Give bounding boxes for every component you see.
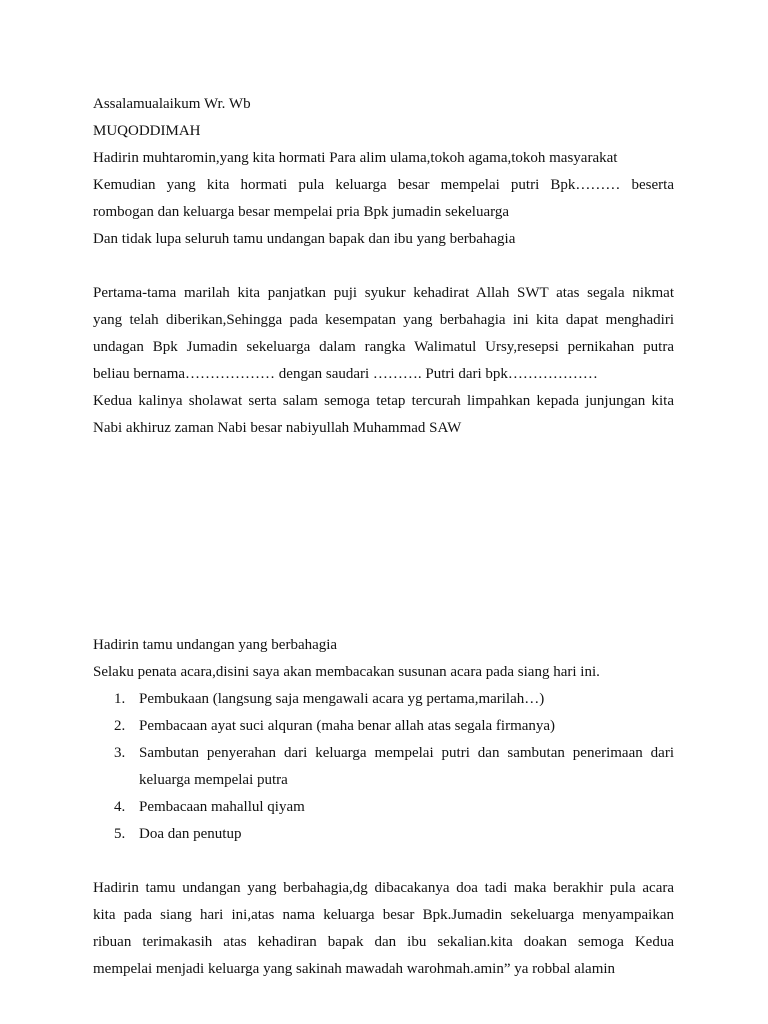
paragraph-line: kita pada siang hari ini,atas nama keluarga besar Bpk.Jumadin sekeluarga menyampaikan: [93, 907, 674, 923]
agenda-number: 1.: [114, 691, 126, 707]
agenda-text: Doa dan penutup: [139, 826, 242, 842]
paragraph-line: Pertama-tama marilah kita panjatkan puji syukur kehadirat Allah SWT atas segala nikmat: [93, 285, 674, 301]
agenda-item: [93, 713, 674, 740]
blank-line: [93, 848, 674, 875]
paragraph-line: beliau bernama……………… dengan saudari ………. Putri dari bpk………………: [93, 366, 598, 382]
paragraph-line: ribuan terimakasih atas kehadiran bapak dan ibu sekalian.kita doakan semoga Kedua: [93, 934, 674, 950]
paragraph-line: Hadirin tamu undangan yang berbahagia: [93, 637, 338, 653]
agenda-list: [93, 686, 674, 848]
paragraph-line: Hadirin muhtaromin,yang kita hormati Para alim ulama,tokoh agama,tokoh masyarakat: [93, 150, 618, 166]
agenda-number: 3.: [114, 745, 126, 761]
paragraph-agenda-intro: [93, 632, 674, 686]
agenda-item: [93, 794, 674, 821]
agenda-text: Pembacaan mahallul qiyam: [139, 799, 305, 815]
paragraph-opening: [93, 145, 674, 253]
paragraph-line: Selaku penata acara,disini saya akan membacakan susunan acara pada siang hari ini.: [93, 664, 600, 680]
vertical-spacing: [93, 442, 674, 632]
paragraph-line: Kedua kalinya sholawat serta salam semoga tetap tercurah limpahkan kepada junjungan kita: [93, 393, 674, 409]
paragraph-line: Kemudian yang kita hormati pula keluarga besar mempelai putri Bpk……… beserta: [93, 177, 674, 193]
paragraph-line: undagan Bpk Jumadin sekeluarga dalam rangka Walimatul Ursy,resepsi pernikahan putra: [93, 339, 674, 355]
paragraph-gratitude: [93, 280, 674, 442]
agenda-text: keluarga mempelai putra: [139, 772, 288, 788]
greeting: Assalamualaikum Wr. Wb: [93, 96, 251, 112]
paragraph-line: rombogan dan keluarga besar mempelai pria Bpk jumadin sekeluarga: [93, 204, 509, 220]
agenda-text: Pembacaan ayat suci alquran (maha benar allah atas segala firmanya): [139, 718, 556, 734]
paragraph-closing: [93, 875, 674, 983]
agenda-number: 5.: [114, 826, 126, 842]
agenda-item: [93, 686, 674, 713]
agenda-item: [93, 821, 674, 848]
blank-line: [93, 253, 674, 280]
agenda-number: 2.: [114, 718, 126, 734]
agenda-text: Pembukaan (langsung saja mengawali acara yg pertama,marilah…): [139, 691, 545, 707]
agenda-number: 4.: [114, 799, 126, 815]
agenda-text: Sambutan penyerahan dari keluarga mempelai putri dan sambutan penerimaan dari: [139, 745, 674, 761]
document-body: [93, 91, 674, 983]
paragraph-line: Hadirin tamu undangan yang berbahagia,dg dibacakanya doa tadi maka berakhir pula acara: [93, 880, 674, 896]
section-title: MUQODDIMAH: [93, 123, 201, 139]
paragraph-line: mempelai menjadi keluarga yang sakinah mawadah warohmah.amin” ya robbal alamin: [93, 961, 616, 977]
agenda-item: [93, 740, 674, 794]
paragraph-line: yang telah diberikan,Sehingga pada kesempatan yang berbahagia ini kita dapat menghadiri: [93, 312, 674, 328]
paragraph-line: Nabi akhiruz zaman Nabi besar nabiyullah Muhammad SAW: [93, 420, 462, 436]
paragraph-line: Dan tidak lupa seluruh tamu undangan bapak dan ibu yang berbahagia: [93, 231, 516, 247]
